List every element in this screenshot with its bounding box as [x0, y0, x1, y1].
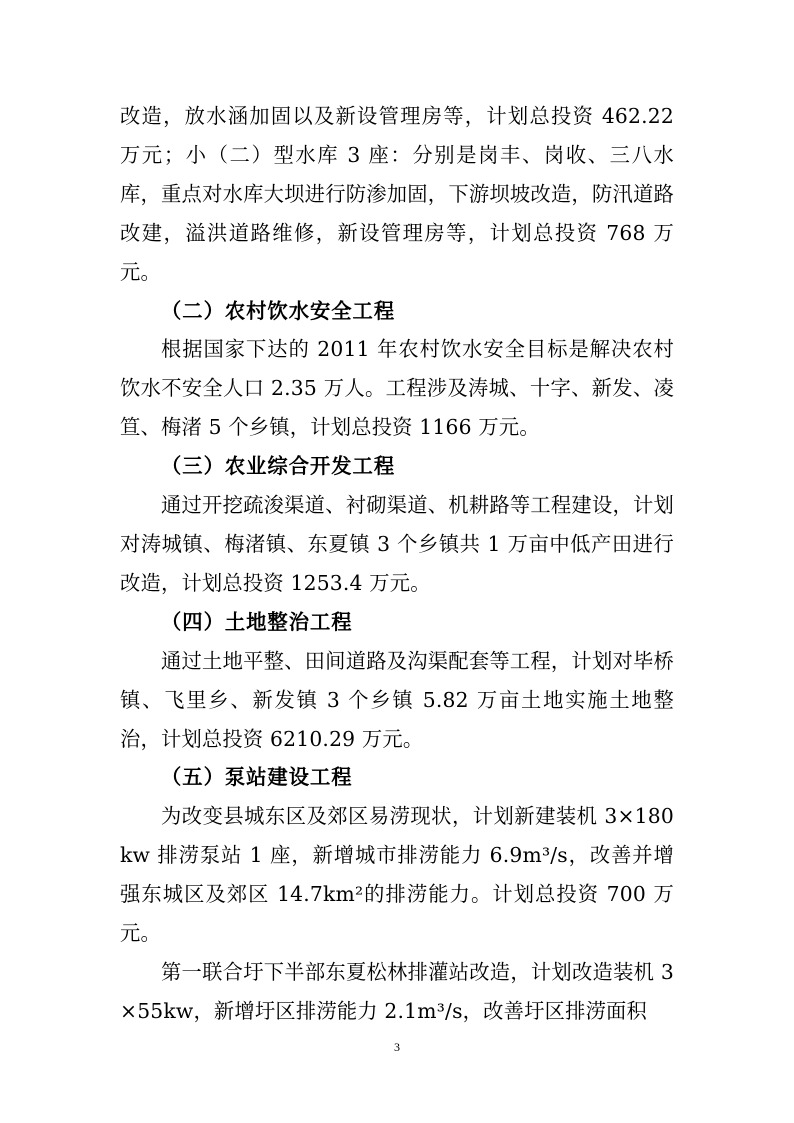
page-number: 3: [394, 1040, 400, 1054]
section-heading-3: （三）农业综合开发工程: [161, 454, 396, 479]
section-heading-5: （五）泵站建设工程: [161, 765, 353, 790]
document-body: [120, 97, 674, 1031]
section-heading-4: （四）土地整治工程: [161, 609, 353, 634]
paragraph-3: 通过开挖疏浚渠道、衬砌渠道、机耕路等工程建设，计划对涛城镇、梅渚镇、东夏镇 3 个乡镇共 1 万亩中低产田进行改造，计划总投资 1253.4 万元。: [120, 493, 674, 595]
paragraph-4: 通过土地平整、田间道路及沟渠配套等工程，计划对毕桥镇、飞里乡、新发镇 3 个乡镇 5.82 万亩土地实施土地整治，计划总投资 6210.29 万元。: [120, 648, 674, 751]
paragraph-6: 第一联合圩下半部东夏松林排灌站改造，计划改造装机 3×55kw，新增圩区排涝能力 2.1m³/s，改善圩区排涝面积: [120, 959, 674, 1023]
paragraph-2: 根据国家下达的 2011 年农村饮水安全目标是解决农村饮水不安全人口 2.35 万人。工程涉及涛城、十字、新发、凌笪、梅渚 5 个乡镇，计划总投资 1166 万元。: [120, 337, 674, 440]
paragraph-1: 改造，放水涵加固以及新设管理房等，计划总投资 462.22 万元；小（二）型水库 3 座：分别是岗丰、岗收、三八水库，重点对水库大坝进行防渗加固，下游坝坡改造，防汛道路改建，溢洪道路维修，新设管理房等，计划总投资 768 万元。: [120, 104, 674, 284]
section-heading-2: （二）农村饮水安全工程: [161, 298, 396, 323]
paragraph-5: 为改变县城东区及郊区易涝现状，计划新建装机 3×180kw 排涝泵站 1 座，新增城市排涝能力 6.9m³/s，改善并增强东城区及郊区 14.7km²的排涝能力。计划总投资 700 万元。: [120, 804, 674, 946]
